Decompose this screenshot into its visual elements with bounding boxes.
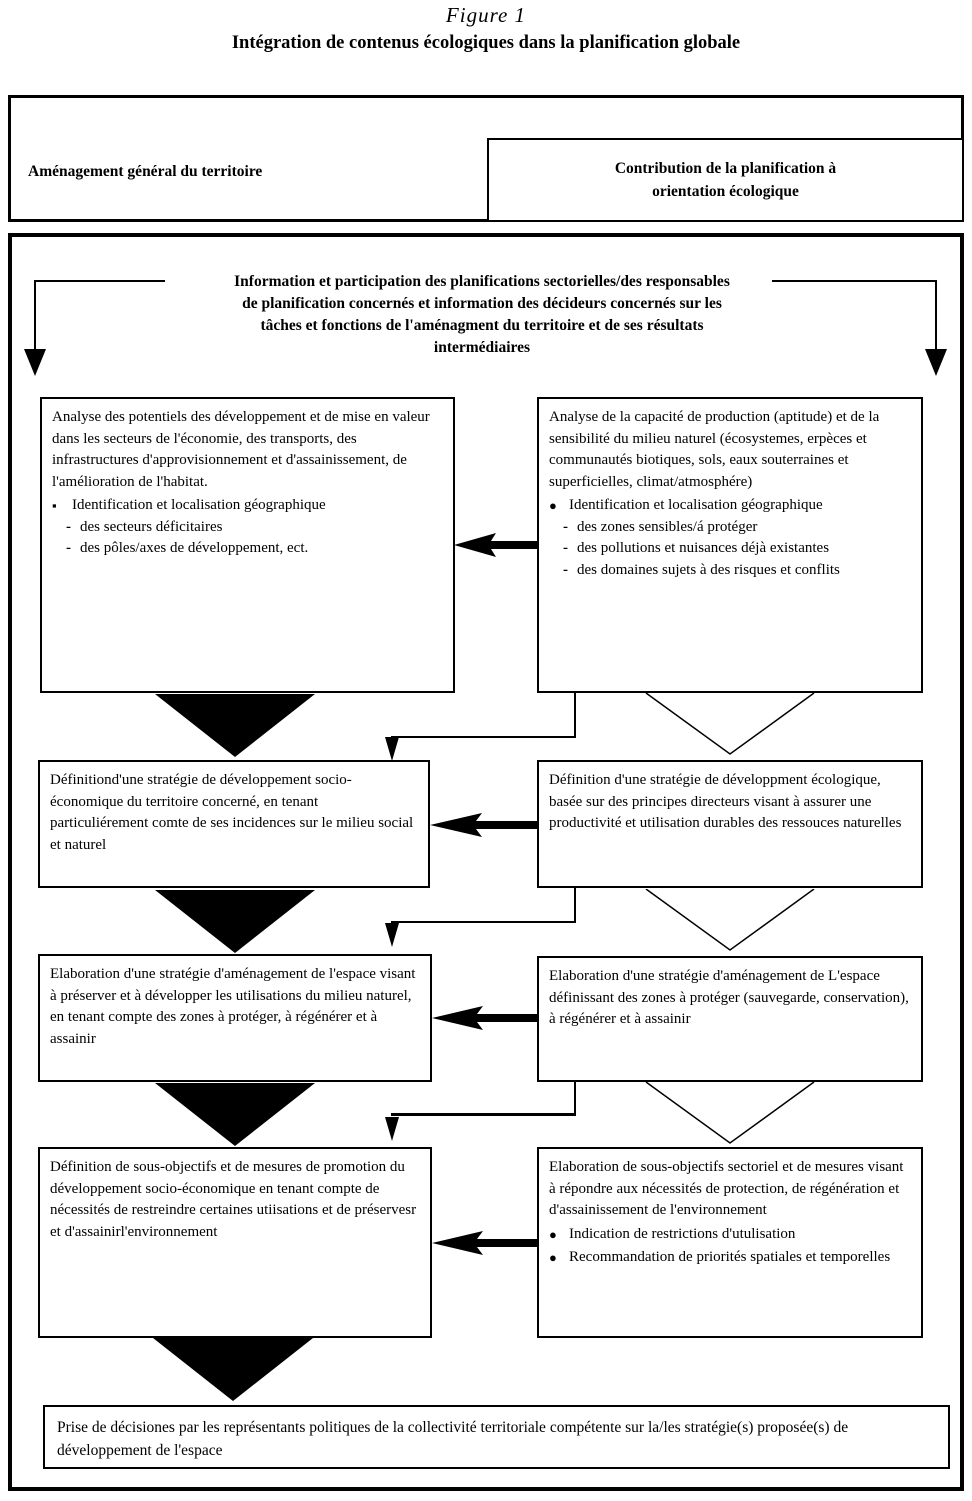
down-arrow-outline-icon xyxy=(645,889,815,951)
down-arrow-filled-icon xyxy=(155,1083,315,1146)
down-arrow-outline-icon xyxy=(645,1082,815,1144)
down-arrow-outline-icon xyxy=(645,693,815,755)
left-arrow-icon xyxy=(430,811,537,839)
info-banner: Information et participation des planifications sectorielles/des responsables de planification concernés et information des décideurs concernés sur les tâches et fonctions de l'aménagment du territoire et de ses résultats intermédiaires xyxy=(234,273,730,356)
box-sous-objectifs-sectoriels: Elaboration de sous-objectifs sectoriel et de mesures visant à répondre aux nécessités de protection, de régénération et d'assainissement de l'environnement ● Indication de restrictions d'utulisation ● Recommandation de priorités spatiales et temporelles xyxy=(537,1147,923,1338)
header-left-label: Aménagement général du territoire xyxy=(28,163,263,180)
connector-line xyxy=(772,280,936,282)
connector-line xyxy=(34,280,36,350)
header-right-box xyxy=(487,138,964,222)
dash-icon: - xyxy=(66,518,71,535)
figure-title: Intégration de contenus écologiques dans la planification globale xyxy=(231,33,741,53)
down-arrow-filled-icon xyxy=(153,1338,313,1401)
box-prise-de-decisions: Prise de décisiones par les représentants politiques de la collectivité territoriale compétente sur la/les stratégie(s) proposée(s) de développement de l'espace xyxy=(43,1405,950,1469)
connector-arrow-icon xyxy=(385,1117,399,1141)
bullet-icon: ● xyxy=(549,498,557,513)
connector-line xyxy=(391,1113,576,1116)
figure-label: Figure 1 xyxy=(445,3,527,27)
left-arrow-icon xyxy=(454,531,537,559)
down-arrow-filled-icon xyxy=(155,694,315,757)
down-arrow-filled-icon xyxy=(925,349,947,376)
connector-arrow-icon xyxy=(385,737,399,761)
dash-icon: - xyxy=(563,518,568,535)
connector-line xyxy=(391,736,576,738)
dash-icon: - xyxy=(563,561,568,578)
connector-line xyxy=(574,1082,576,1115)
connector-line xyxy=(391,921,576,923)
down-arrow-filled-icon xyxy=(155,890,315,953)
left-arrow-icon xyxy=(432,1229,537,1257)
connector-line xyxy=(935,280,937,350)
left-arrow-icon xyxy=(432,1004,537,1032)
box-strategie-ecologique: Définition d'une stratégie de développment écologique, basée sur des principes directeurs visant à assurer une productivité et utilisation durables des ressouces naturelles xyxy=(537,760,923,888)
box-analyse-capacite: Analyse de la capacité de production (aptitude) et de la sensibilité du milieu naturel (écosystemes, erpèces et communautés biotiques, sols, eaux souterraines et superficielles, climat/atmosphére) ● Identification et localisation géographique - des zones sensibles/á protéger - des pollutions et nuisances déjà existantes - des domaines sujets à des risques et conflits xyxy=(537,397,923,693)
connector-arrow-icon xyxy=(385,923,399,947)
box-amenagement-zones: Elaboration d'une stratégie d'aménagement de L'espace définissant des zones à protéger (sauvegarde, conservation), à régénérer et à assainir xyxy=(537,956,923,1082)
connector-line xyxy=(574,693,576,738)
dash-icon: - xyxy=(66,540,71,556)
bullet-icon: ● xyxy=(549,1226,557,1242)
box-sous-objectifs-promotion: Définition de sous-objectifs et de mesures de promotion du développement socio-économique en tenant compte de nécessités de restreindre certaines utiisations et de préservesr et d'assainirl'environnement xyxy=(38,1147,432,1338)
down-arrow-filled-icon xyxy=(24,349,46,376)
box-strategie-socio-economique: Définitiond'une stratégie de développement socio-économique du territoire concerné, en tenant particuliérement comte de ses incidences sur le milieu social et naturel xyxy=(38,760,430,888)
box-analyse-potentiels: Analyse des potentiels des développement et de mise en valeur dans les secteurs de l'économie, des transports, des infrastructures d'approvisionnement et d'assainissement, de l'amélioration de l'habitat. ▪ Identification et localisation géographique - des secteurs déficitaires - des pôles/axes de développement, ect. xyxy=(40,397,455,693)
connector-line xyxy=(574,888,576,923)
box-amenagement-preserver: Elaboration d'une stratégie d'aménagement de l'espace visant à préserver et à développer les utilisations du milieu naturel, en tenant compte des zones à protéger, à régénérer et à assainir xyxy=(38,954,432,1082)
dash-icon: - xyxy=(563,540,568,556)
header-right-label: Contribution de la planification à orientation écologique xyxy=(614,160,837,200)
bullet-icon: ▪ xyxy=(52,498,57,513)
bullet-icon: ● xyxy=(549,1250,557,1265)
connector-line xyxy=(35,280,165,282)
